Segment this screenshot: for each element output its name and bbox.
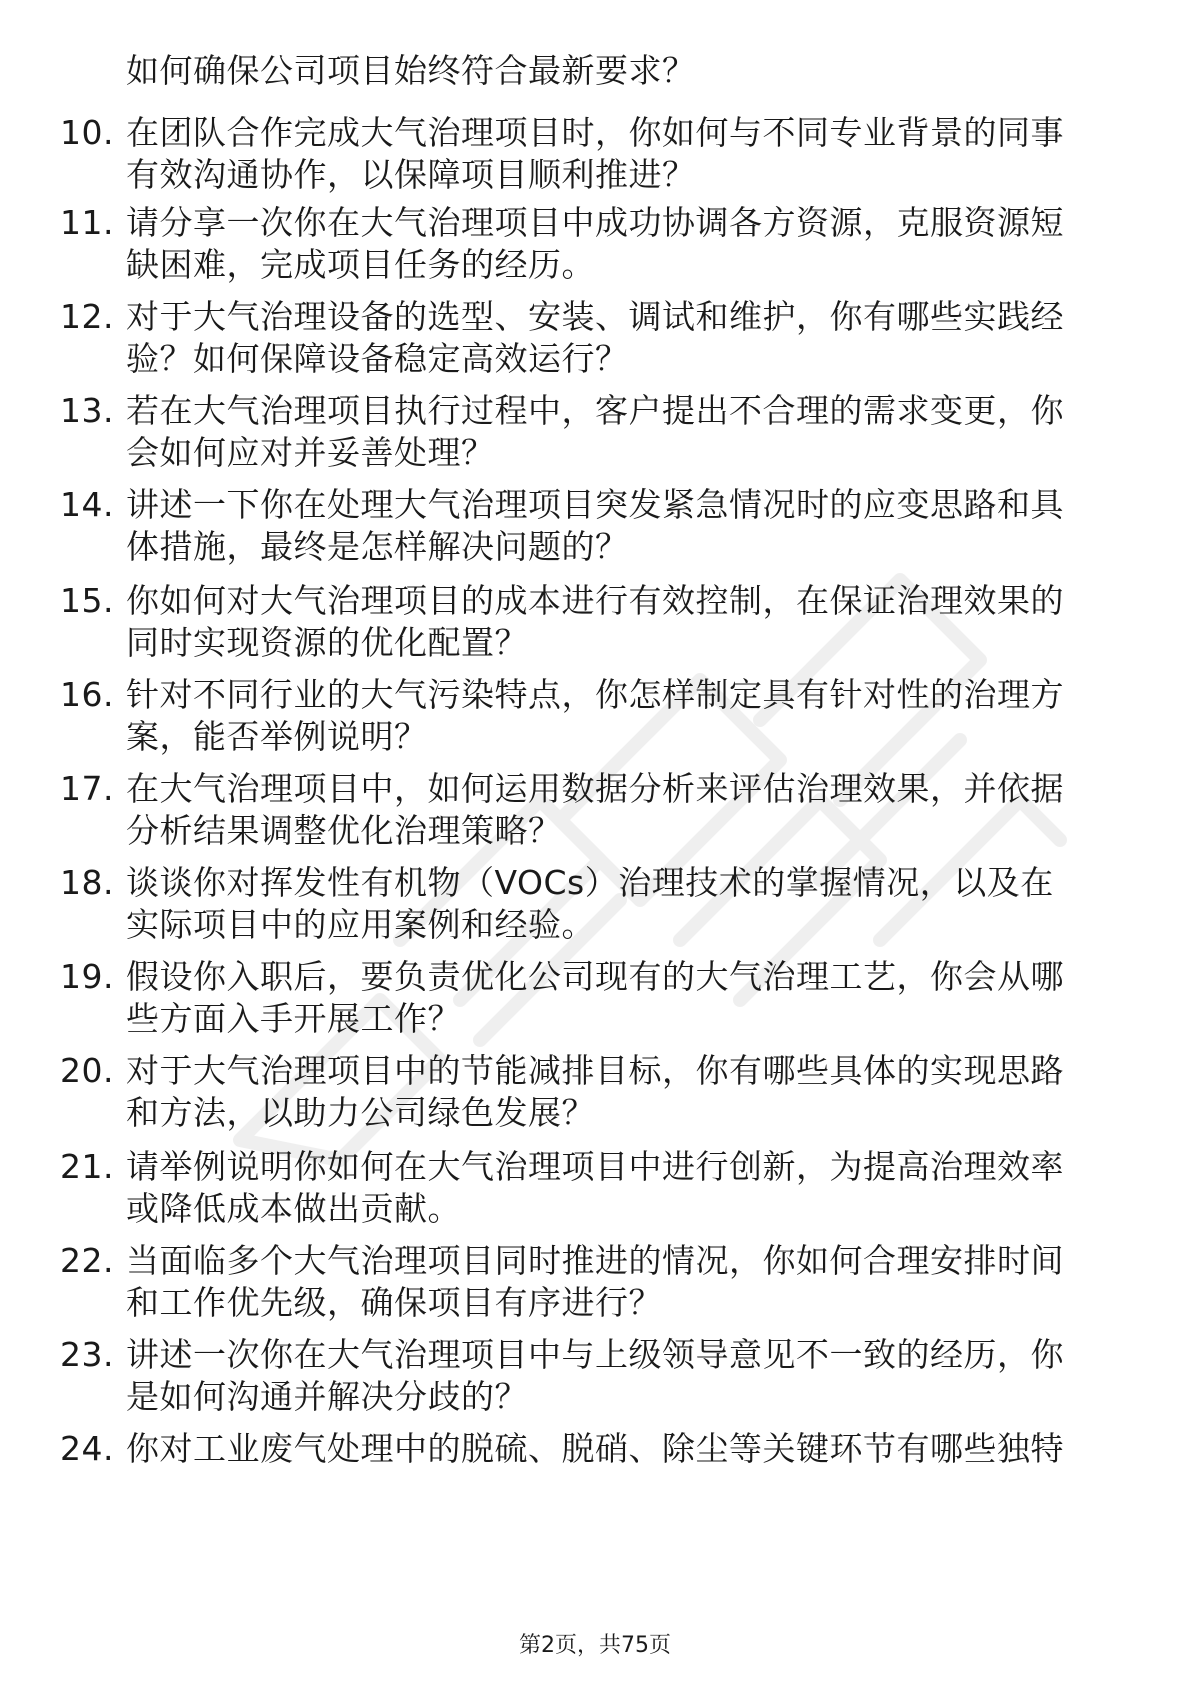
question-text: 讲述一次你在大气治理项目中与上级领导意见不一致的经历，你 是如何沟通并解决分歧的？: [126, 1335, 1064, 1416]
question-continuation-text: 如何确保公司项目始终符合最新要求？: [126, 51, 696, 90]
question-text: 当面临多个大气治理项目同时推进的情况，你如何合理安排时间 和工作优先级，确保项目有序进行？: [126, 1241, 1064, 1322]
question-number: 22.: [60, 1241, 114, 1280]
question-text: 假设你入职后，要负责优化公司现有的大气治理工艺，你会从哪 些方面入手开展工作？: [126, 957, 1064, 1038]
question-text: 若在大气治理项目执行过程中，客户提出不合理的需求变更，你 会如何应对并妥善处理？: [126, 391, 1064, 472]
question-text: 请分享一次你在大气治理项目中成功协调各方资源，克服资源短 缺困难，完成项目任务的经历。: [126, 203, 1064, 284]
page-footer: [0, 1628, 1190, 1659]
question-number: 23.: [60, 1335, 114, 1374]
question-text: 在团队合作完成大气治理项目时，你如何与不同专业背景的同事 有效沟通协作，以保障项目顺利推进？: [126, 113, 1064, 194]
question-text: 你如何对大气治理项目的成本进行有效控制，在保证治理效果的 同时实现资源的优化配置？: [126, 581, 1064, 662]
question-number: 16.: [60, 675, 114, 714]
question-number: 10.: [60, 113, 114, 152]
question-number: 15.: [60, 581, 114, 620]
question-number: 18.: [60, 863, 114, 902]
question-number: 11.: [60, 203, 114, 242]
question-text: 对于大气治理项目中的节能减排目标，你有哪些具体的实现思路 和方法，以助力公司绿色发展？: [126, 1051, 1064, 1132]
question-number: 24.: [60, 1429, 114, 1468]
question-number: 20.: [60, 1051, 114, 1090]
question-text: 对于大气治理设备的选型、安装、调试和维护，你有哪些实践经 验？如何保障设备稳定高效运行？: [126, 297, 1064, 378]
question-number: 14.: [60, 485, 114, 524]
question-number: 12.: [60, 297, 114, 336]
question-number: 13.: [60, 391, 114, 430]
question-text: 讲述一下你在处理大气治理项目突发紧急情况时的应变思路和具 体措施，最终是怎样解决问题的？: [126, 485, 1064, 566]
question-number: 17.: [60, 769, 114, 808]
page-number-label: 第2页，共75页: [519, 1633, 671, 1658]
question-text: 请举例说明你如何在大气治理项目中进行创新，为提高治理效率 或降低成本做出贡献。: [126, 1147, 1064, 1228]
question-text: 谈谈你对挥发性有机物（VOCs）治理技术的掌握情况，以及在 实际项目中的应用案例和经验。: [126, 863, 1054, 944]
question-text: 在大气治理项目中，如何运用数据分析来评估治理效果，并依据 分析结果调整优化治理策略？: [126, 769, 1064, 850]
question-number: 21.: [60, 1147, 114, 1186]
question-text: 针对不同行业的大气污染特点，你怎样制定具有针对性的治理方 案，能否举例说明？: [126, 675, 1064, 756]
question-number: 19.: [60, 957, 114, 996]
question-text: 你对工业废气处理中的脱硫、脱硝、除尘等关键环节有哪些独特: [126, 1429, 1064, 1468]
